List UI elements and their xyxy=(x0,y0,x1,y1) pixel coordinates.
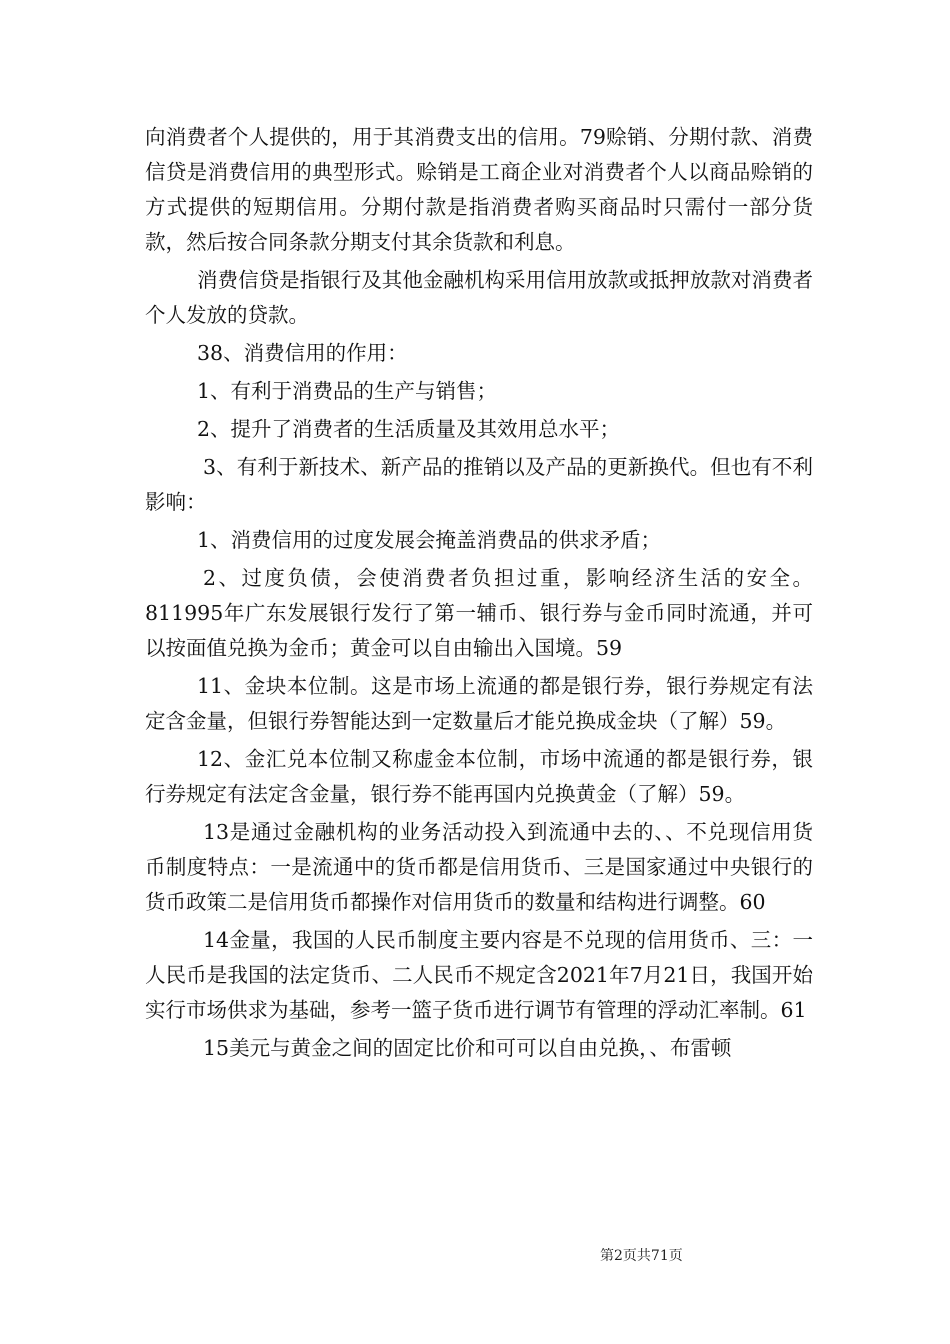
paragraph-8: 2、过度负债，会使消费者负担过重，影响经济生活的安全。811995年广东发展银行发行了第一辅币、银行券与金币同时流通，并可以按面值兑换为金币；黄金可以自由输出入国境。59 xyxy=(145,566,813,660)
paragraph-9: 11、金块本位制。这是市场上流通的都是银行券，银行券规定有法定含金量，但银行券智能达到一定数量后才能兑换成金块（了解）59。 xyxy=(145,674,813,733)
paragraph-10: 12、金汇兑本位制又称虚金本位制，市场中流通的都是银行券，银行券规定有法定含金量，银行券不能再国内兑换黄金（了解）59。 xyxy=(145,747,813,806)
paragraph-4: 1、有利于消费品的生产与销售； xyxy=(197,379,498,403)
paragraph-13: 15美元与黄金之间的固定比价和可可以自由兑换，、布雷顿 xyxy=(203,1036,732,1060)
paragraph-6: 3、有利于新技术、新产品的推销以及产品的更新换代。但也有不利影响： xyxy=(145,455,813,514)
paragraph-3: 38、消费信用的作用： xyxy=(197,341,408,365)
paragraph-2: 消费信贷是指银行及其他金融机构采用信用放款或抵押放款对消费者个人发放的贷款。 xyxy=(145,268,813,327)
paragraph-11: 13是通过金融机构的业务活动投入到流通中去的、、不兑现信用货币制度特点：一是流通中的货币都是信用货币、三是国家通过中央银行的货币政策二是信用货币都操作对信用货币的数量和结构进行调整。60 xyxy=(145,820,813,914)
paragraph-1: 向消费者个人提供的，用于其消费支出的信用。79赊销、分期付款、消费信贷是消费信用的典型形式。赊销是工商企业对消费者个人以商品赊销的方式提供的短期信用。分期付款是指消费者购买商品时只需付一部分货款，然后按合同条款分期支付其余货款和利息。 xyxy=(145,125,813,254)
page-number-footer: 第2页共71页 xyxy=(600,1248,683,1264)
paragraph-5: 2、提升了消费者的生活质量及其效用总水平； xyxy=(197,417,621,441)
document-body xyxy=(145,120,813,1069)
paragraph-12: 14金量，我国的人民币制度主要内容是不兑现的信用货币、三：一人民币是我国的法定货币、二人民币不规定含2021年7月21日，我国开始实行市场供求为基础，参考一篮子货币进行调节有管理的浮动汇率制。61 xyxy=(145,928,813,1022)
paragraph-7: 1、消费信用的过度发展会掩盖消费品的供求矛盾； xyxy=(197,528,662,552)
